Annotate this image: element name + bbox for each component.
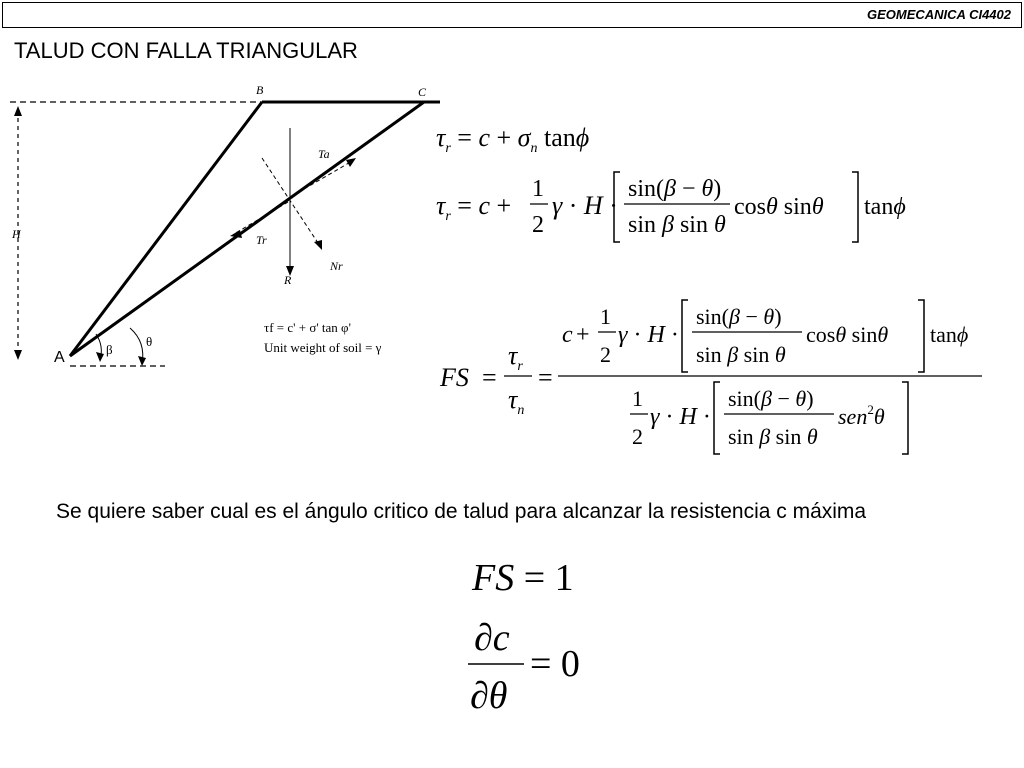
svg-text:=: = [538,363,553,392]
svg-text:sin(β − θ): sin(β − θ) [628,176,722,202]
svg-text:1: 1 [632,386,643,411]
caption-unit-weight: Unit weight of soil = γ [264,340,382,355]
theta-arrow [138,356,146,366]
label-C: C [418,85,427,99]
slope-face-AB [70,102,262,356]
svg-text:FS = 1: FS = 1 [472,557,574,599]
label-A: A [54,349,65,366]
svg-text:tanϕ: tanϕ [864,194,906,220]
svg-text:tanϕ: tanϕ [930,322,969,347]
svg-text:γ · H ·: γ · H · [618,322,679,348]
condition-fs-equals-one [471,557,574,599]
svg-text:2: 2 [532,212,544,238]
height-arrow-top [14,106,22,116]
svg-text:τr = c + σn tanϕ: $\tau_r = c + \sigma_n$ tanϕ [436,123,590,156]
height-arrow-bottom [14,350,22,360]
svg-text:sen2θ: sen$^2$θ [838,402,885,429]
svg-text:c: c [562,322,573,348]
force-Nr-arrow [314,240,322,250]
svg-text:cosθ sinθ: cosθ sinθ [734,194,824,220]
equation-shear-expanded [436,172,906,242]
label-B: B [256,83,264,97]
svg-text:sin(β − θ): sin(β − θ) [728,386,814,411]
svg-text:cosθ sinθ: cosθ sinθ [806,322,889,347]
svg-text:sin(β − θ): sin(β − θ) [696,304,782,329]
label-Ta: Ta [318,147,330,161]
beta-arrow [96,352,104,362]
label-theta: θ [146,334,153,349]
header-bar [2,2,1022,28]
force-Tr-line [234,202,288,234]
svg-text:+: + [576,322,590,348]
svg-text:1: 1 [532,176,544,202]
slide-title: TALUD CON FALLA TRIANGULAR [14,38,358,63]
svg-text:sin β sin θ: sin β sin θ [696,342,786,367]
label-Nr: Nr [330,259,343,273]
svg-text:1: 1 [600,304,611,329]
condition-derivative-zero [468,617,580,717]
svg-text:τr: $\tau_r$ [508,341,523,374]
svg-text:sin β sin θ: sin β sin θ [628,212,726,238]
label-R: R [284,273,292,287]
svg-text:∂c: ∂c [474,617,510,659]
caption-strength: τf = c' + σ' tan φ' [264,320,351,335]
svg-text:τr = c +: $\tau_r = c$ + [436,191,512,224]
equation-factor-of-safety [439,300,982,454]
svg-text:= 0: = 0 [530,643,580,685]
force-Tr-arrow [230,230,242,238]
svg-text:∂θ: ∂θ [470,675,508,717]
critical-conditions [440,540,640,760]
question-text: Se quiere saber cual es el ángulo critico de talud para alcanzar la resistencia c máxima [56,500,867,523]
course-code: GEOMECANICA CI4402 [867,7,1011,22]
svg-text:=: = [482,363,497,392]
svg-text:FS: FS [440,363,469,392]
force-Nr-line [262,158,320,246]
label-beta: β [106,342,113,357]
force-Ta-arrow [346,158,356,167]
force-Ta-line [292,160,354,196]
failure-plane-AC [70,102,424,356]
label-Tr: Tr [256,233,267,247]
slope-failure-diagram [0,70,440,390]
svg-text:sin β sin θ: sin β sin θ [728,424,818,449]
label-H: H [12,227,21,241]
equation-shear-strength [436,123,589,156]
svg-text:γ · H ·: γ · H · [650,404,711,430]
formula-block [420,110,1020,460]
svg-text:2: 2 [600,342,611,367]
svg-text:γ · H ·: γ · H · [552,191,618,220]
svg-text:τn: $\tau_n$ [508,385,525,418]
svg-text:2: 2 [632,424,643,449]
